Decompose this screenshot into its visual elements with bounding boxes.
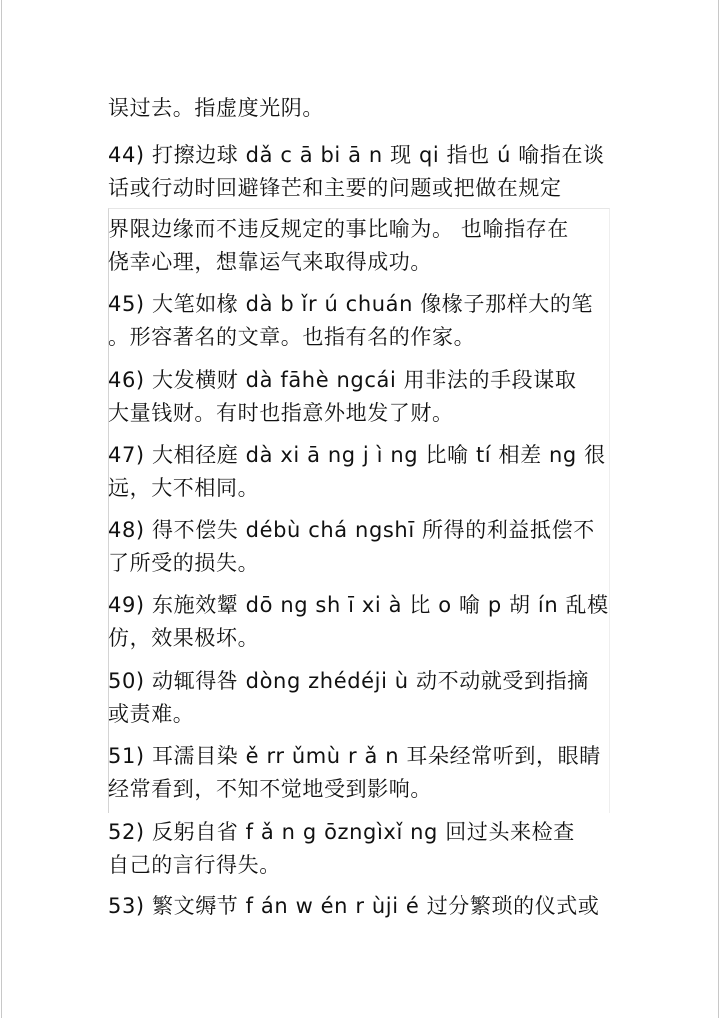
entry-45-line-2: 。形容著名的文章。也指有名的作家。: [108, 325, 476, 349]
entry-50-line-2: 或责难。: [108, 702, 195, 726]
entry-46-line-2: 大量钱财。有时也指意外地发了财。: [108, 401, 454, 425]
entry-52-line-1: 52) 反躬自省 f ǎ n g ōzngìxǐ ng 回过头来检查: [108, 820, 575, 844]
entry-47-line-2: 远，大不相同。: [108, 476, 260, 500]
entry-46-line-1: 46) 大发横财 dà fāhè ngcái 用非法的手段谋取: [108, 368, 577, 392]
entry-50-line-1: 50) 动辄得咎 dòng zhédéji ù 动不动就受到指摘: [108, 669, 589, 693]
entry-45-line-1: 45) 大笔如椽 dà b ǐr ú chuán 像椽子那样大的笔: [108, 292, 594, 316]
entry-44-line-1: 44) 打擦边球 dǎ c ā bi ā n 现 qi 指也 ú 喻指在谈: [108, 143, 605, 167]
paragraph-continuation-line: 误过去。指虚度光阴。: [108, 96, 324, 120]
entry-52-line-2: 自己的言行得失。: [108, 853, 281, 877]
entry-51-line-2: 经常看到，不知不觉地受到影响。: [108, 777, 432, 801]
entry-48-line-2: 了所受的损失。: [108, 551, 260, 575]
page-left-edge: [1, 0, 2, 1018]
entry-49-line-2: 仿，效果极坏。: [108, 626, 260, 650]
entry-48-line-1: 48) 得不偿失 débù chá ngshī 所得的利益抵偿不: [108, 518, 595, 542]
entry-44-line-3: 界限边缘而不违反规定的事比喻为。 也喻指存在: [108, 217, 569, 241]
entry-53-line-1: 53) 繁文缛节 f án w én r ùji é 过分繁琐的仪式或: [108, 894, 600, 918]
entry-44-line-4: 侥幸心理，想靠运气来取得成功。: [108, 250, 432, 274]
entry-44-line-2: 话或行动时回避锋芒和主要的问题或把做在规定: [108, 176, 562, 200]
entry-49-line-1: 49) 东施效颦 dō ng sh ī xi à 比 o 喻 p 胡 ín 乱模: [108, 593, 609, 617]
entry-51-line-1: 51) 耳濡目染 ě rr ǔmù r ǎ n 耳朵经常听到，眼睛: [108, 744, 601, 768]
entry-47-line-1: 47) 大相径庭 dà xi ā ng j ì ng 比喻 tí 相差 ng 很: [108, 443, 606, 467]
page-right-edge: [718, 0, 719, 1018]
